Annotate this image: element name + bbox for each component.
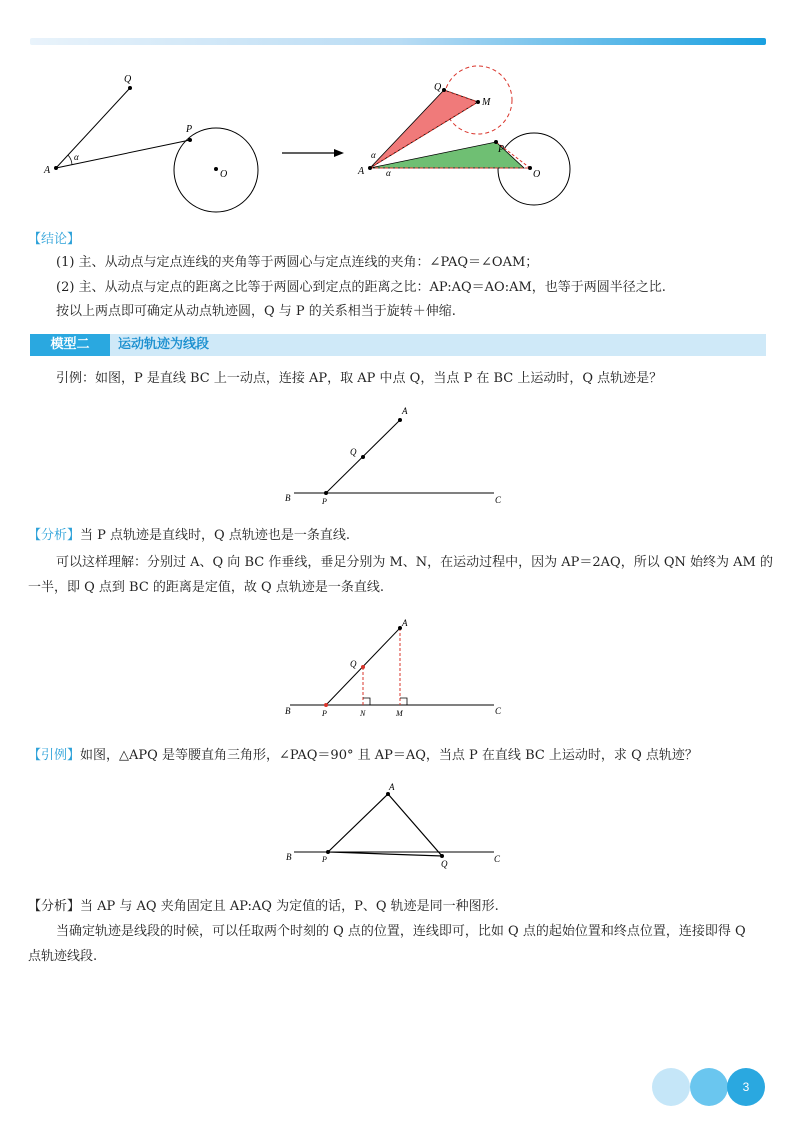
figure-isosceles-right-triangle <box>280 776 520 872</box>
fig3-label-Q: Q <box>350 659 357 669</box>
fig1r-label-A: A <box>358 166 365 177</box>
page-decoration-circle-2 <box>690 1068 728 1106</box>
figure-midpoint-line <box>280 400 520 512</box>
fig4-label-A: A <box>389 782 395 792</box>
analysis1-tag: 【分析】 <box>28 528 81 543</box>
fig2-label-C: C <box>495 495 502 505</box>
fig3-label-N: N <box>360 709 366 718</box>
fig4-label-B: B <box>286 852 292 862</box>
analysis2-line-1 <box>28 896 499 918</box>
conclusion-line-1: (1) 主、从动点与定点连线的夹角等于两圆心与定点连线的夹角：∠PAQ＝∠OAM； <box>56 255 539 270</box>
analysis1-line-3: 一半，即 Q 点到 BC 的距离是定值，故 Q 点轨迹是一条直线. <box>28 580 384 595</box>
fig3-label-A: A <box>402 618 408 628</box>
model-title: 运动轨迹为线段 <box>118 337 210 352</box>
fig1r-label-M: M <box>482 97 491 108</box>
analysis2-tag: 【分析】 <box>28 899 81 914</box>
fig2-label-A: A <box>402 406 408 416</box>
fig1r-label-alpha-2: α <box>386 168 391 178</box>
fig1r-label-P: P <box>498 144 505 155</box>
analysis1-line-2: 可以这样理解：分别过 A、Q 向 BC 作垂线，垂足分别为 M、N，在运动过程中，因为 AP＝2AQ，所以 QN 始终为 AM 的 <box>56 555 773 570</box>
fig1r-label-Q: Q <box>434 82 442 93</box>
fig2-label-Q: Q <box>350 447 357 457</box>
example2-line <box>28 745 698 767</box>
analysis1-text-1: 当 P 点轨迹是直线时，Q 点轨迹也是一条直线. <box>80 528 350 543</box>
fig4-label-P: P <box>322 855 327 864</box>
example2-text: 如图，△APQ 是等腰直角三角形，∠PAQ＝90° 且 AP＝AQ，当点 P 在直线 BC 上运动时，求 Q 点轨迹？ <box>80 748 698 763</box>
fig3-label-B: B <box>285 706 291 716</box>
conclusion-tag: 【结论】 <box>28 232 81 247</box>
example1-text: 引例：如图，P 是直线 BC 上一动点，连接 AP，取 AP 中点 Q，当点 P 在 BC 上运动时，Q 点轨迹是？ <box>56 371 663 386</box>
fig2-label-B: B <box>285 493 291 503</box>
conclusion-line-3: 按以上两点即可确定从动点轨迹圆，Q 与 P 的关系相当于旋转＋伸缩. <box>56 304 456 319</box>
fig2-label-P: P <box>322 497 327 506</box>
fig1-label-P: P <box>186 124 193 135</box>
example2-tag: 【引例】 <box>28 748 81 763</box>
figure-circle-transform <box>30 60 590 220</box>
fig1-label-alpha: α <box>74 152 79 162</box>
conclusion-heading <box>28 229 80 251</box>
fig3-label-M: M <box>396 709 403 718</box>
fig3-label-P: P <box>322 709 327 718</box>
analysis2-text-1: 当 AP 与 AQ 夹角固定且 AP:AQ 为定值的话，P、Q 轨迹是同一种图形. <box>80 899 499 914</box>
analysis1-line-1 <box>28 525 350 547</box>
page-number: 3 <box>742 1080 750 1094</box>
fig1-label-A: A <box>44 165 51 176</box>
conclusion-line-2: (2) 主、从动点与定点的距离之比等于两圆心到定点的距离之比：AP:AQ＝AO:AM，也等于两圆半径之比. <box>56 280 666 295</box>
fig4-label-C: C <box>494 854 501 864</box>
fig1-label-Q: Q <box>124 74 132 85</box>
fig1-label-O: O <box>220 169 228 180</box>
figure-perpendiculars <box>280 614 520 720</box>
fig1r-label-alpha-1: α <box>371 150 376 160</box>
analysis2-line-2: 当确定轨迹是线段的时候，可以任取两个时刻的 Q 点的位置，连线即可，比如 Q 点的起始位置和终点位置，连接即得 Q <box>56 924 746 939</box>
fig4-label-Q: Q <box>441 859 448 869</box>
model-tag: 模型二 <box>30 334 110 356</box>
page-decoration-circle-1 <box>652 1068 690 1106</box>
analysis2-line-3: 点轨迹线段. <box>28 949 98 964</box>
fig1r-label-O: O <box>533 169 541 180</box>
fig3-label-C: C <box>495 706 502 716</box>
header-gradient-bar <box>30 38 766 45</box>
